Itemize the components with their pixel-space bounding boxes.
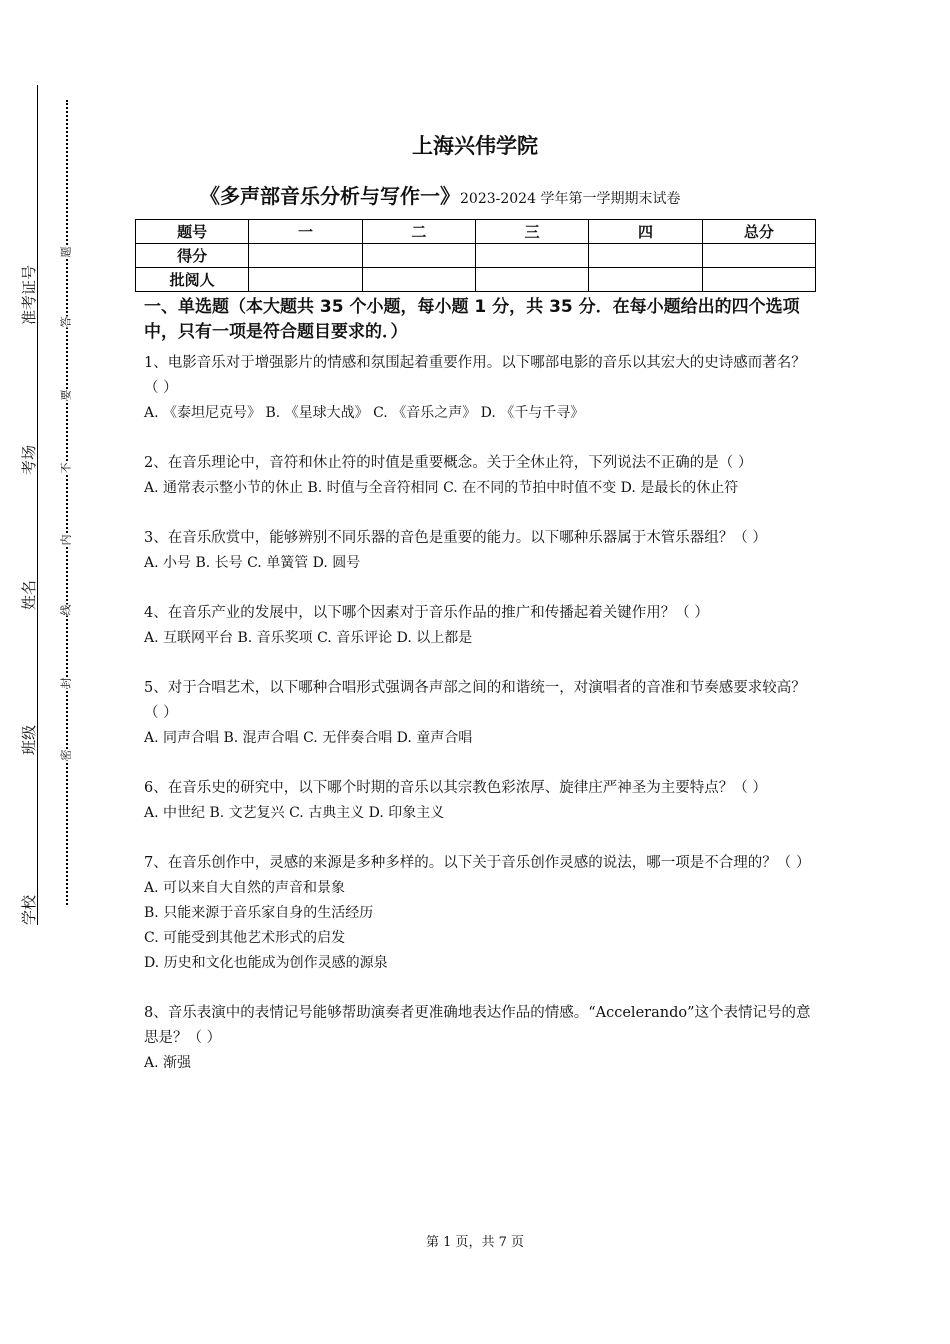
exam-id-label: 准考证号: [20, 264, 38, 325]
question-options: A. 可以来自大自然的声音和景象: [144, 880, 346, 896]
question-stem: 7、在音乐创作中，灵感的来源是多种多样的。以下关于音乐创作灵感的说法，哪一项是不合理的？（ ）: [144, 855, 811, 871]
question-stem: 4、在音乐产业的发展中，以下哪个因素对于音乐作品的推广和传播起着关键作用？（ ）: [144, 605, 709, 621]
seal-char: 不: [56, 463, 76, 474]
question-item: [144, 1001, 820, 1076]
question-options: A. 中世纪 B. 文艺复兴 C. 古典主义 D. 印象主义: [144, 805, 445, 821]
score-cell: [475, 244, 588, 268]
seal-char: 内: [56, 535, 76, 546]
reviewer-cell: [702, 268, 815, 292]
name-label: 姓名: [20, 579, 38, 610]
question-options: A. 《泰坦尼克号》 B. 《星球大战》 C. 《音乐之声》 D. 《千与千寻》: [144, 405, 585, 421]
question-options: A. 渐强: [144, 1055, 192, 1071]
seal-char: 答: [56, 317, 76, 328]
question-options: A. 小号 B. 长号 C. 单簧管 D. 圆号: [144, 555, 361, 571]
question-options: A. 同声合唱 B. 混声合唱 C. 无伴奏合唱 D. 童声合唱: [144, 730, 473, 746]
exam-content: [144, 295, 820, 1101]
term-info: 2023-2024 学年第一学期期末试卷: [460, 191, 681, 207]
score-cell: [249, 244, 362, 268]
question-item: [144, 676, 820, 751]
course-name: 《多声部音乐分析与写作一》: [200, 184, 460, 208]
class-label: 班级: [20, 724, 38, 755]
question-item: [144, 776, 820, 826]
table-cell: 题号: [136, 220, 249, 244]
school-title: 上海兴伟学院: [412, 134, 538, 158]
table-cell: 总分: [702, 220, 815, 244]
question-options: A. 通常表示整小节的休止 B. 时值与全音符相同 C. 在不同的节拍中时值不变 D. 是最长的休止符: [144, 480, 739, 496]
question-stem: 2、在音乐理论中，音符和休止符的时值是重要概念。关于全休止符，下列说法不正确的是（ ）: [144, 455, 753, 471]
reviewer-cell: [249, 268, 362, 292]
seal-char: 要: [56, 390, 76, 401]
exam-room-label: 考场: [20, 444, 38, 475]
school-label: 学校: [20, 894, 38, 925]
page-footer: 第 1 页，共 7 页: [425, 1235, 525, 1250]
reviewer-cell: [589, 268, 702, 292]
question-stem: 5、对于合唱艺术，以下哪种合唱形式强调各声部之间的和谐统一，对演唱者的音准和节奏感要求较高？（ ）: [144, 680, 806, 721]
seal-char: 密: [56, 750, 76, 761]
question-stem: 1、电影音乐对于增强影片的情感和氛围起着重要作用。以下哪部电影的音乐以其宏大的史诗感而著名？（ ）: [144, 355, 806, 396]
table-cell: 二: [362, 220, 475, 244]
question-item: [144, 526, 820, 576]
reviewer-row: [136, 268, 816, 292]
table-cell: 四: [589, 220, 702, 244]
question-options: C. 可能受到其他艺术形式的启发: [144, 930, 346, 946]
question-list: [144, 351, 820, 1076]
table-cell: 三: [475, 220, 588, 244]
score-table: [135, 219, 816, 292]
question-options: A. 互联网平台 B. 音乐奖项 C. 音乐评论 D. 以上都是: [144, 630, 473, 646]
question-item: [144, 451, 820, 501]
question-options: B. 只能来源于音乐家自身的生活经历: [144, 905, 374, 921]
question-stem: 6、在音乐史的研究中，以下哪个时期的音乐以其宗教色彩浓厚、旋律庄严神圣为主要特点？（ ）: [144, 780, 767, 796]
question-item: [144, 851, 820, 976]
question-item: [144, 601, 820, 651]
score-table-header-row: [136, 220, 816, 244]
question-item: [144, 351, 820, 426]
question-stem: 8、音乐表演中的表情记号能够帮助演奏者更准确地表达作品的情感。“Accelerando”这个表情记号的意思是？（ ）: [144, 1005, 811, 1046]
question-stem: 3、在音乐欣赏中，能够辨别不同乐器的音色是重要的能力。以下哪种乐器属于木管乐器组？（ ）: [144, 530, 767, 546]
dotted-seal-line: [66, 100, 68, 905]
score-cell: [702, 244, 815, 268]
seal-char: 线: [56, 605, 76, 616]
score-cell: [589, 244, 702, 268]
table-cell: 得分: [136, 244, 249, 268]
exam-title: [200, 180, 680, 209]
binding-line: [37, 85, 38, 925]
section-heading: 一、单选题（本大题共 35 个小题，每小题 1 分，共 35 分．在每小题给出的四个选项中，只有一项是符合题目要求的．）: [144, 297, 800, 342]
seal-char: 封: [56, 678, 76, 689]
table-cell: 一: [249, 220, 362, 244]
table-cell: 批阅人: [136, 268, 249, 292]
seal-char: 题: [56, 247, 76, 258]
score-cell: [362, 244, 475, 268]
reviewer-cell: [362, 268, 475, 292]
question-options: D. 历史和文化也能成为创作灵感的源泉: [144, 955, 388, 971]
score-row: [136, 244, 816, 268]
reviewer-cell: [475, 268, 588, 292]
